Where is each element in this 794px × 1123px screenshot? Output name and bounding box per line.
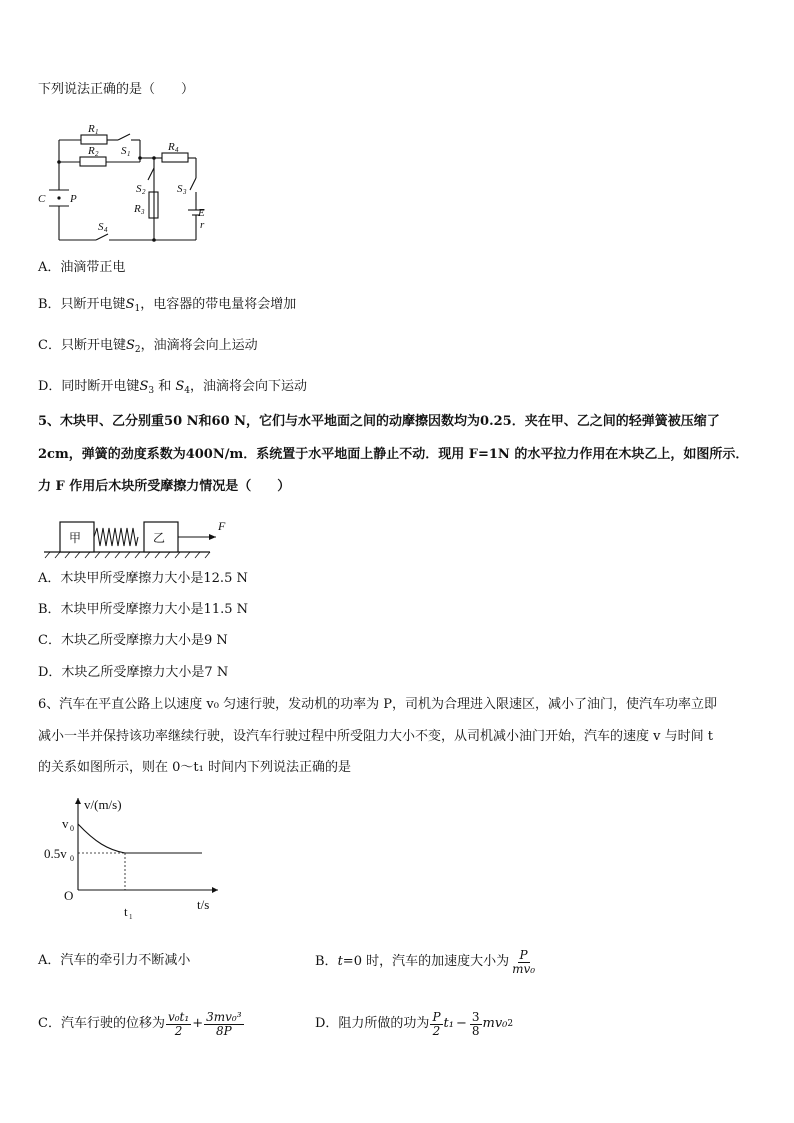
label-c: C [38, 193, 46, 205]
x-axis-label: t/s [197, 897, 210, 912]
label-s4: S [98, 221, 104, 233]
label-s2-sub: 2 [142, 188, 146, 196]
label-r1-sub: 1 [95, 128, 99, 136]
q5-stem-line2: 2cm，弹簧的劲度系数为400N/m．系统置于水平地面上静止不动．现用 F=1N 的水平拉力作用在木块乙上，如图所示． [38, 447, 749, 462]
label-r: r [200, 219, 205, 231]
q4-option-b: B．只断开电键$S_1$，电容器的带电量将会增加 [38, 297, 297, 314]
arrow-icon [209, 534, 216, 540]
circuit-diagram [36, 120, 216, 250]
label-e: E [198, 207, 205, 219]
label-s3-sub: 3 [183, 188, 187, 196]
x-axis-arrow-icon [212, 887, 218, 893]
q4-stem: 下列说法正确的是（ ） [38, 82, 195, 97]
label-r3: R [134, 203, 141, 215]
force-label: F [218, 519, 226, 533]
block-jia-label: 甲 [69, 531, 82, 545]
label-s3: S [177, 183, 183, 195]
q5-stem-line1: 5、木块甲、乙分别重50 N和60 N，它们与水平地面之间的动摩擦因数均为0.25．夹在甲、乙之间的轻弹簧被压缩了 [38, 414, 720, 429]
option-c-fraction-1: $\frac{\text{v₀t₁}}{2}$ [167, 1009, 190, 1038]
option-c-fraction-2: $\frac{\text{3mv₀³}}{8P}$ [206, 1009, 242, 1038]
q6-option-b: B． t =0 时，汽车的加速度大小为 $\frac{P}{\text{mv₀}}$ [315, 947, 536, 976]
label-s1-sub: 1 [127, 150, 131, 158]
q5-stem-line3: 力 F 作用后木块所受摩擦力情况是（ ） [38, 479, 291, 494]
q6-stem-line1: 6、汽车在平直公路上以速度 v₀ 匀速行驶，发动机的功率为 P，司机为合理进入限速区，减小了油门，使汽车功率立即 [38, 697, 717, 712]
q6-option-d: D．阻力所做的功为 $\frac{P}{2}$ t₁ − $\frac{3}{8}$ mv₀ 2 [315, 1009, 514, 1038]
q4-option-c: C．只断开电键$S_2$，油滴将会向上运动 [38, 338, 258, 355]
label-r2-sub: 2 [95, 150, 99, 158]
velocity-curve [78, 824, 202, 853]
q6-option-c: C．汽车行驶的位移为 $\frac{\text{v₀t₁}}{2}$ + $\frac{\text{3mv₀³}}{8P}$ [38, 1009, 242, 1038]
label-r3-sub: 3 [141, 208, 145, 216]
spring [94, 528, 138, 546]
label-s4-sub: 4 [104, 226, 108, 234]
label-r1: R [88, 123, 95, 135]
t1-sub: 1 [129, 913, 133, 921]
q5-option-d: D．木块乙所受摩擦力大小是7 N [38, 665, 229, 680]
q5-option-c: C．木块乙所受摩擦力大小是9 N [38, 633, 228, 648]
label-r4: R [168, 141, 175, 153]
half-v0-label: 0.5v [44, 846, 67, 861]
option-b-fraction: $\frac{P}{\text{mv₀}}$ [512, 947, 536, 976]
label-s1: S [121, 145, 127, 157]
q4-option-a: A．油滴带正电 [38, 260, 126, 275]
spring-block-diagram [40, 512, 240, 560]
option-d-fraction-1: $\frac{P}{2}$ [432, 1009, 441, 1038]
v0-label: v [62, 816, 69, 831]
label-s2: S [136, 183, 142, 195]
y-axis-arrow-icon [75, 798, 81, 804]
q5-option-a: A．木块甲所受摩擦力大小是12.5 N [38, 571, 248, 586]
label-r2: R [88, 145, 95, 157]
label-p: P [70, 193, 77, 205]
q4-option-d: D．同时断开电键$S_3$ 和 $S_4$，油滴将会向下运动 [38, 379, 307, 396]
half-v0-sub: 0 [70, 854, 74, 863]
q6-stem-line3: 的关系如图所示，则在 0～t₁ 时间内下列说法正确的是 [38, 760, 351, 775]
option-d-fraction-2: $\frac{3}{8}$ [471, 1009, 480, 1038]
y-axis-label: v/(m/s) [84, 797, 122, 812]
label-r4-sub: 4 [175, 146, 179, 154]
t1-label: t [124, 904, 128, 919]
velocity-time-graph [40, 792, 230, 922]
q6-stem-line2: 减小一半并保持该功率继续行驶，设汽车行驶过程中所受阻力大小不变，从司机减小油门开始，汽车的速度 v 与时间 t [38, 729, 713, 744]
q5-option-b: B．木块甲所受摩擦力大小是11.5 N [38, 602, 249, 617]
q6-option-a: A．汽车的牵引力不断减小 [38, 953, 191, 968]
block-yi-label: 乙 [153, 531, 166, 545]
origin-label: O [64, 888, 74, 903]
v0-sub: 0 [70, 824, 74, 833]
